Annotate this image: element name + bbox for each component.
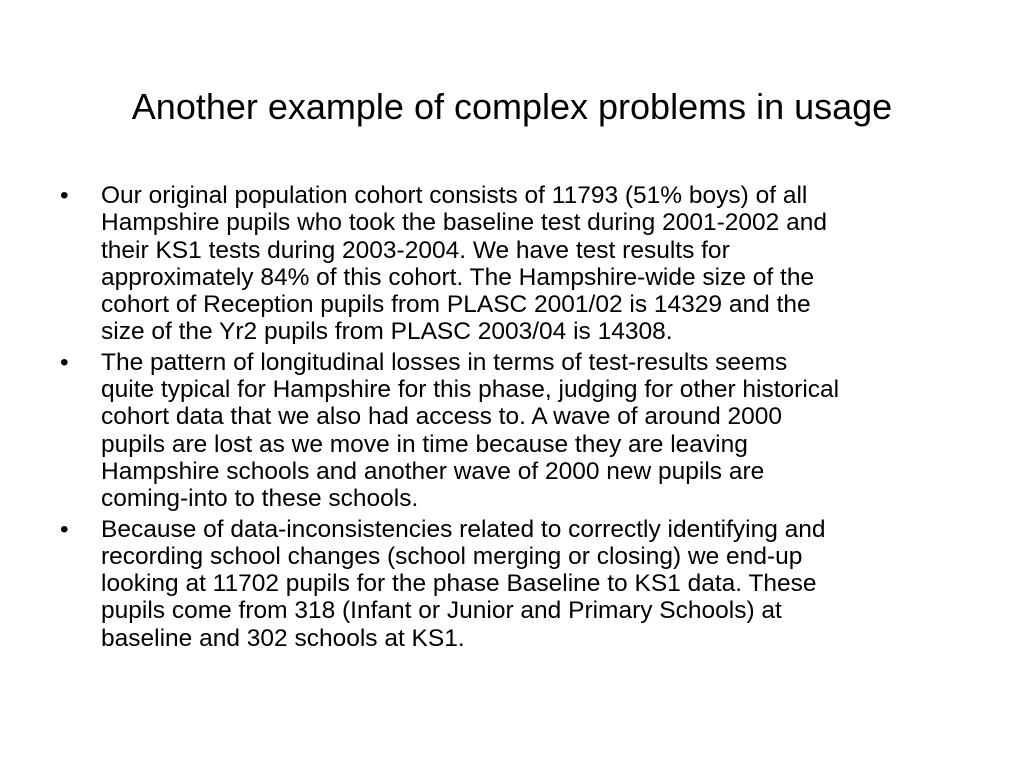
bullet-marker: •	[60, 182, 69, 209]
bullet-line: pupils come from 318 (Infant or Junior and Primary Schools) at	[101, 597, 782, 625]
bullet-line: cohort of Reception pupils from PLASC 2001/02 is 14329 and the	[101, 291, 811, 319]
bullet-line: recording school changes (school merging or closing) we end-up	[101, 542, 803, 570]
bullet-item-longitudinal-losses	[60, 349, 970, 513]
bullet-line: size of the Yr2 pupils from PLASC 2003/04 is 14308.	[101, 318, 673, 346]
bullet-text	[101, 516, 970, 652]
bullet-line: Because of data-inconsistencies related to correctly identifying and	[101, 515, 826, 543]
slide-title: Another example of complex problems in usage	[131, 86, 893, 127]
bullet-list	[60, 182, 970, 655]
bullet-line: quite typical for Hampshire for this phase, judging for other historical	[101, 376, 840, 404]
bullet-text	[101, 182, 970, 346]
bullet-line: approximately 84% of this cohort. The Hampshire-wide size of the	[101, 263, 815, 291]
bullet-line: pupils are lost as we move in time because they are leaving	[101, 430, 748, 458]
bullet-marker: •	[60, 515, 69, 543]
bullet-item-population-cohort	[60, 182, 970, 346]
bullet-line: looking at 11702 pupils for the phase Baseline to KS1 data. These	[101, 570, 817, 598]
bullet-line: baseline and 302 schools at KS1.	[101, 624, 465, 652]
bullet-line: Our original population cohort consists of 11793 (51% boys) of all	[101, 182, 808, 209]
bullet-line: The pattern of longitudinal losses in terms of test-results seems	[101, 348, 788, 376]
bullet-line: coming-into to these schools.	[101, 485, 419, 513]
bullet-line: Hampshire pupils who took the baseline test during 2001-2002 and	[101, 209, 827, 237]
bullet-marker: •	[60, 348, 69, 376]
bullet-text	[101, 349, 970, 513]
bullet-line: their KS1 tests during 2003-2004. We have test results for	[101, 236, 730, 264]
bullet-item-data-inconsistencies	[60, 516, 970, 652]
bullet-line: cohort data that we also had access to. A wave of around 2000	[101, 403, 783, 431]
bullet-line: Hampshire schools and another wave of 2000 new pupils are	[101, 457, 765, 485]
